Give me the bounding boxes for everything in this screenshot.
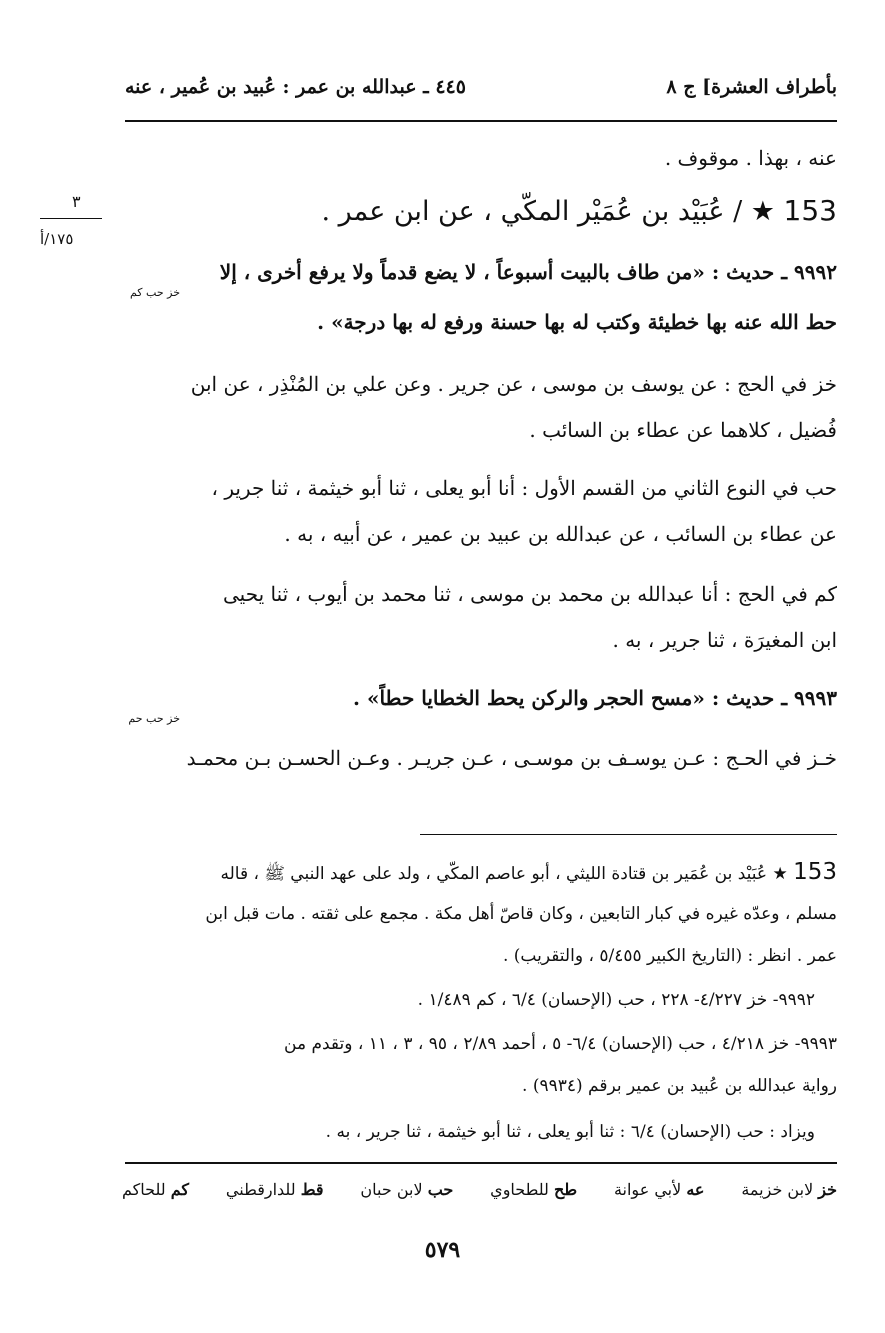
footnote-addition: ويزاد : حب (الإحسان) ٦/٤ : ثنا أبو يعلى ، ثنا أبو خيثمة ، ثنا جرير ، به . xyxy=(325,1122,815,1142)
page-number: ٥٧٩ xyxy=(424,1237,461,1263)
footnote-9992: ٩٩٩٢- خز ٤/٢٢٧- ٢٢٨ ، حب (الإحسان) ٦/٤ ، كم ١/٤٨٩ . xyxy=(417,990,815,1010)
footnote-separator xyxy=(420,834,837,835)
body-line-1: عنه ، بهذا . موقوف . xyxy=(664,146,837,170)
hadith-9993-sigla: خز حب حم xyxy=(128,712,180,725)
footnote-153-line-3: عمر . انظر : (التاريخ الكبير ٥/٤٥٥ ، والتقريب) . xyxy=(502,946,837,966)
legend-item: كم للحاكم xyxy=(122,1180,190,1199)
legend-rule xyxy=(125,1162,837,1164)
footnote-153-line-1 xyxy=(122,858,837,888)
legend-item: حب لابن حبان xyxy=(360,1180,454,1199)
hadith-9992-sigla: خز حب كم xyxy=(129,286,180,299)
footnote-9993-line-2: رواية عبدالله بن عُبيد بن عمير برقم (٩٩٣٤) . xyxy=(522,1076,837,1096)
margin-note-bottom: ١٧٥/أ xyxy=(40,230,74,248)
legend-item: طح للطحاوي xyxy=(490,1180,578,1199)
footnote-153-text: ★ عُبَيْد بن عُمَير بن قتادة الليثي ، أبو عاصم المكّي ، ولد على عهد النبي ﷺ ، قاله xyxy=(220,864,788,884)
running-header-book: بأطراف العشرة] ج ٨ xyxy=(666,76,837,98)
running-header-section: ٤٤٥ ـ عبدالله بن عمر : عُبيد بن عُمير ، عنه xyxy=(125,76,466,98)
header-rule xyxy=(125,120,837,122)
para-khz-line-2: فُضيل ، كلاهما عن عطاء بن السائب . xyxy=(529,418,837,442)
legend-item: قط للدارقطني xyxy=(225,1180,324,1199)
para-khz2-line-1: خـز في الحـج : عـن يوسـف بن موسـى ، عـن جريـر . وعـن الحسـن بـن محمـد xyxy=(186,746,837,770)
margin-note-rule xyxy=(40,218,102,219)
para-km-line-2: ابن المغيرَة ، ثنا جرير ، به . xyxy=(612,628,837,652)
footnote-9993-line-1: ٩٩٩٣- خز ٤/٢١٨ ، حب (الإحسان) ٦/٤- ٥ ، أحمد ٢/٨٩ ، ٩٥ ، ٣ ، ١١ ، وتقدم من xyxy=(284,1034,837,1054)
hadith-9992-line-1: ٩٩٩٢ ـ حديث : «من طاف بالبيت أسبوعاً ، لا يضع قدماً ولا يرفع أخرى ، إلا xyxy=(219,260,837,284)
margin-note-top: ٣ xyxy=(72,192,81,211)
para-hb-line-1: حب في النوع الثاني من القسم الأول : أنا أبو يعلى ، ثنا أبو خيثمة ، ثنا جرير ، xyxy=(211,476,837,500)
entry-heading xyxy=(122,194,837,227)
hadith-9992-line-2: حط الله عنه بها خطيئة وكتب له بها حسنة ورفع له بها درجة» . xyxy=(317,310,837,334)
footnote-153-line-2: مسلم ، وعدّه غيره في كبار التابعين ، وكان قاصّ أهل مكة . مجمع على ثقته . مات قبل ابن xyxy=(205,904,837,924)
footnote-153-number: 153 xyxy=(793,859,837,885)
legend-item: خز لابن خزيمة xyxy=(741,1180,837,1199)
hadith-9993: ٩٩٩٣ ـ حديث : «مسح الحجر والركن يحط الخطايا حطاً» . xyxy=(353,686,837,710)
para-km-line-1: كم في الحج : أنا عبدالله بن محمد بن موسى ، ثنا محمد بن أيوب ، ثنا يحيى xyxy=(222,582,837,606)
legend-item: عه لأبي عوانة xyxy=(613,1180,705,1199)
abbreviation-legend xyxy=(122,1180,837,1199)
entry-heading-text: ★ / عُبَيْد بن عُمَيْر المكّي ، عن ابن عمر . xyxy=(321,196,775,227)
entry-heading-number: 153 xyxy=(783,194,837,227)
para-hb-line-2: عن عطاء بن السائب ، عن عبدالله بن عبيد بن عمير ، عن أبيه ، به . xyxy=(284,522,837,546)
para-khz-line-1: خز في الحج : عن يوسف بن موسى ، عن جرير . وعن علي بن المُنْذِر ، عن ابن xyxy=(190,372,837,396)
